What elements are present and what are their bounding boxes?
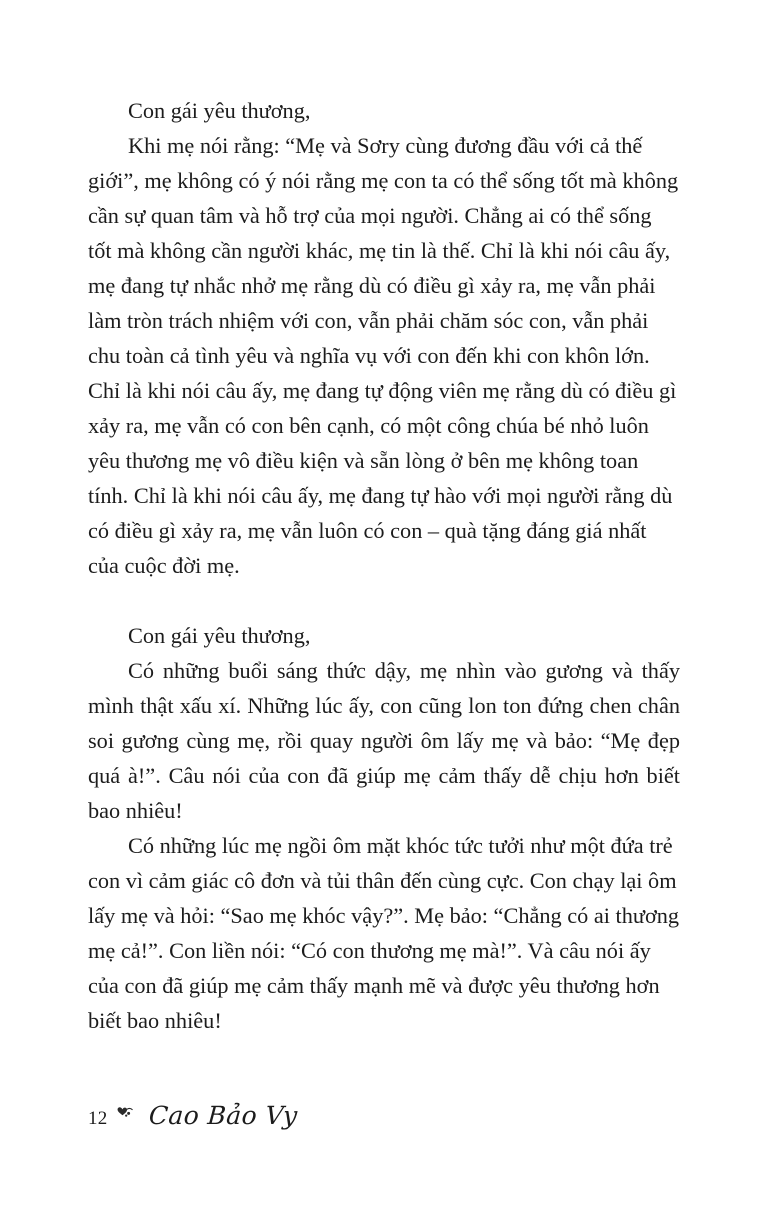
author-name: Cao Bảo Vy xyxy=(148,1101,299,1130)
paragraph-1: Khi mẹ nói rằng: “Mẹ và Sơry cùng đương đầu với cả thế giới”, mẹ không có ý nói rằng mẹ con ta có thể sống tốt mà không cần sự quan tâm và hỗ trợ của mọi người. Chẳng ai có thể sống tốt mà không cần người khác, mẹ tin là thế. Chỉ là khi nói câu ấy, mẹ đang tự nhắc nhở mẹ rằng dù có điều gì xảy ra, mẹ vẫn phải làm tròn trách nhiệm với con, vẫn phải chăm sóc con, vẫn phải chu toàn cả tình yêu và nghĩa vụ với con đến khi con khôn lớn. Chỉ là khi nói câu ấy, mẹ đang tự động viên mẹ rằng dù có điều gì xảy ra, mẹ vẫn có con bên cạnh, có một công chúa bé nhỏ luôn yêu thương mẹ vô điều kiện và sẵn lòng ở bên mẹ không toan tính. Chỉ là khi nói câu ấy, mẹ đang tự hào với mọi người rằng dù có điều gì xảy ra, mẹ vẫn luôn có con – quà tặng đáng giá nhất của cuộc đời mẹ. xyxy=(88,133,679,578)
page-number: 12 xyxy=(88,1108,108,1129)
salutation-1: Con gái yêu thương, xyxy=(128,98,311,123)
block-separator xyxy=(88,583,680,618)
heart-flourish-ornament xyxy=(115,1102,145,1122)
page-text-column xyxy=(88,93,680,1038)
paragraph-2: Có những buổi sáng thức dậy, mẹ nhìn vào gương và thấy mình thật xấu xí. Những lúc ấy, con cũng lon ton đứng chen chân soi gương cùng mẹ, rồi quay người ôm lấy mẹ và bảo: “Mẹ đẹp quá à!”. Câu nói của con đã giúp mẹ cảm thấy dễ chịu hơn biết bao nhiêu! xyxy=(88,658,680,823)
letter-block-2 xyxy=(88,618,680,1038)
letter-block-1 xyxy=(88,93,680,583)
salutation-2: Con gái yêu thương, xyxy=(128,623,311,648)
paragraph-3: Có những lúc mẹ ngồi ôm mặt khóc tức tưởi như một đứa trẻ con vì cảm giác cô đơn và tủi thân đến cùng cực. Con chạy lại ôm lấy mẹ và hỏi: “Sao mẹ khóc vậy?”. Mẹ bảo: “Chẳng có ai thương mẹ cả!”. Con liền nói: “Có con thương mẹ mà!”. Và câu nói ấy của con đã giúp mẹ cảm thấy mạnh mẽ và được yêu thương hơn biết bao nhiêu! xyxy=(88,833,680,1033)
page-footer xyxy=(88,1101,298,1130)
